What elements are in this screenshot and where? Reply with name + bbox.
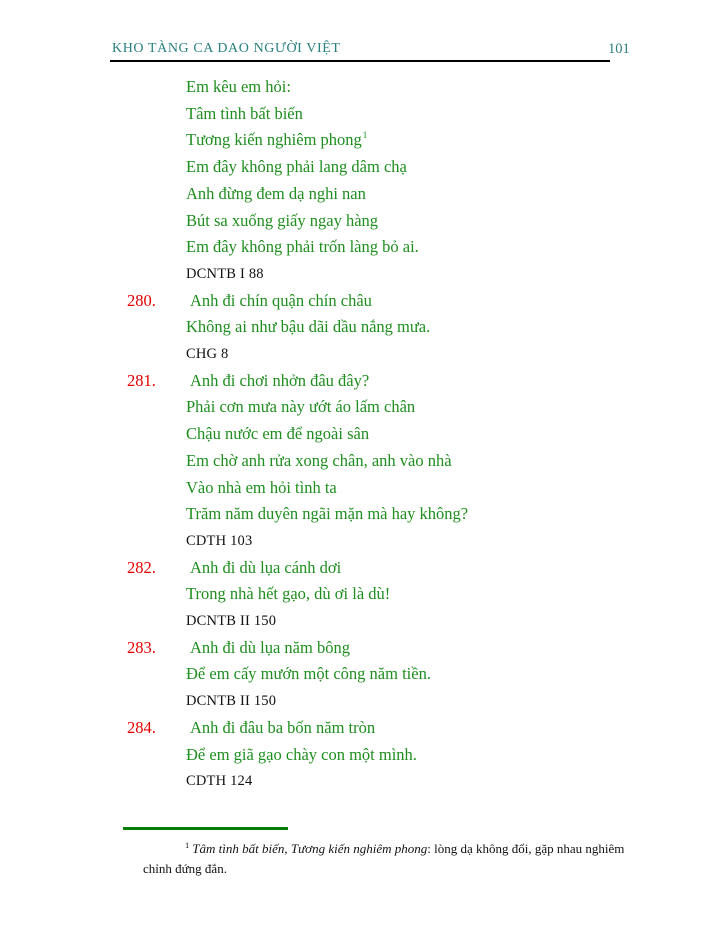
- verse-text: Để em giã gạo chày con một mình.: [186, 744, 417, 764]
- verse-line: [0, 448, 723, 475]
- footnote-definition: : lòng dạ không đổi, gặp nhau nghiêm chỉnh đứng đắn.: [143, 841, 625, 876]
- verse-line: [0, 501, 723, 528]
- verse-text: Vào nhà em hỏi tình ta: [186, 477, 337, 497]
- entry-number: 282.: [127, 557, 156, 577]
- verse-line: [0, 154, 723, 181]
- verse-text: Không ai như bậu dãi dầu nắng mưa.: [186, 317, 431, 337]
- verse-text: Anh đi chơi nhởn đâu đây?: [190, 370, 370, 390]
- verse-text: Anh đi chín quận chín châu: [190, 290, 372, 310]
- verse-text: Anh đi dù lụa năm bông: [190, 637, 350, 657]
- entry-number: 281.: [127, 370, 156, 390]
- source-citation: CDTH 124: [186, 773, 253, 790]
- verse-line: [0, 581, 723, 608]
- verse-text: Để em cấy mướn một công năm tiền.: [186, 664, 431, 684]
- verse-line: [0, 181, 723, 208]
- footnote-term: Tâm tình bất biến, Tương kiến nghiêm phong: [192, 841, 428, 856]
- verse-text: Chậu nước em để ngoài sân: [186, 424, 370, 444]
- verse-text: Em chờ anh rửa xong chân, anh vào nhà: [186, 450, 452, 470]
- source-citation: DCNTB II 150: [186, 693, 277, 710]
- footnote-reference: 1: [362, 130, 368, 141]
- verse-line: [0, 715, 723, 742]
- header-rule: [110, 60, 610, 62]
- verse-line: [0, 475, 723, 502]
- source-citation: DCNTB I 88: [186, 265, 264, 282]
- entry-number: 283.: [127, 637, 156, 657]
- verse-line: [0, 234, 723, 261]
- source-citation: CDTH 103: [186, 532, 253, 549]
- verse-line: [0, 742, 723, 769]
- verse-text: Tâm tình bất biến: [186, 103, 303, 123]
- verse-line: [0, 101, 723, 128]
- verse-line: [0, 208, 723, 235]
- running-header-title: KHO TÀNG CA DAO NGƯỜI VIỆT: [112, 41, 341, 56]
- verse-text: Tương kiến nghiêm phong$^1$: [186, 130, 368, 150]
- verse-text: Em đây không phải trốn làng bỏ ai.: [186, 237, 419, 257]
- verse-text: Em đây không phải lang dâm chạ: [186, 157, 407, 177]
- verse-text: Trăm năm duyên ngãi mặn mà hay không?: [186, 504, 469, 524]
- verse-text: Anh đi đâu ba bốn năm tròn: [190, 717, 376, 737]
- verse-text: Phải cơn mưa này ướt áo lấm chân: [186, 397, 416, 417]
- verse-line: [0, 635, 723, 662]
- verse-line: [0, 288, 723, 315]
- page-number: 101: [608, 41, 630, 57]
- verse-line: [0, 314, 723, 341]
- verse-line: [0, 127, 723, 154]
- verse-text: Trong nhà hết gạo, dù ơi là dù!: [186, 584, 391, 604]
- verse-line: [0, 394, 723, 421]
- verse-text: Em kêu em hỏi:: [186, 77, 291, 96]
- verse-list: [0, 74, 723, 795]
- source-citation: DCNTB II 150: [186, 613, 277, 630]
- verse-line: [0, 368, 723, 395]
- entry-number: 280.: [127, 290, 156, 310]
- verse-line: [0, 555, 723, 582]
- footnote-separator-rule: [123, 827, 288, 830]
- footnote-marker: 1: [185, 840, 190, 850]
- verse-text: Bút sa xuống giấy ngay hàng: [186, 210, 379, 230]
- footnote: [143, 839, 638, 878]
- verse-text: Anh đi dù lụa cánh dơi: [190, 557, 342, 577]
- verse-line: [0, 74, 723, 101]
- source-citation: CHG 8: [186, 346, 229, 363]
- entry-number: 284.: [127, 717, 156, 737]
- verse-line: [0, 421, 723, 448]
- verse-line: [0, 661, 723, 688]
- verse-text: Anh đừng đem dạ nghi nan: [186, 183, 366, 203]
